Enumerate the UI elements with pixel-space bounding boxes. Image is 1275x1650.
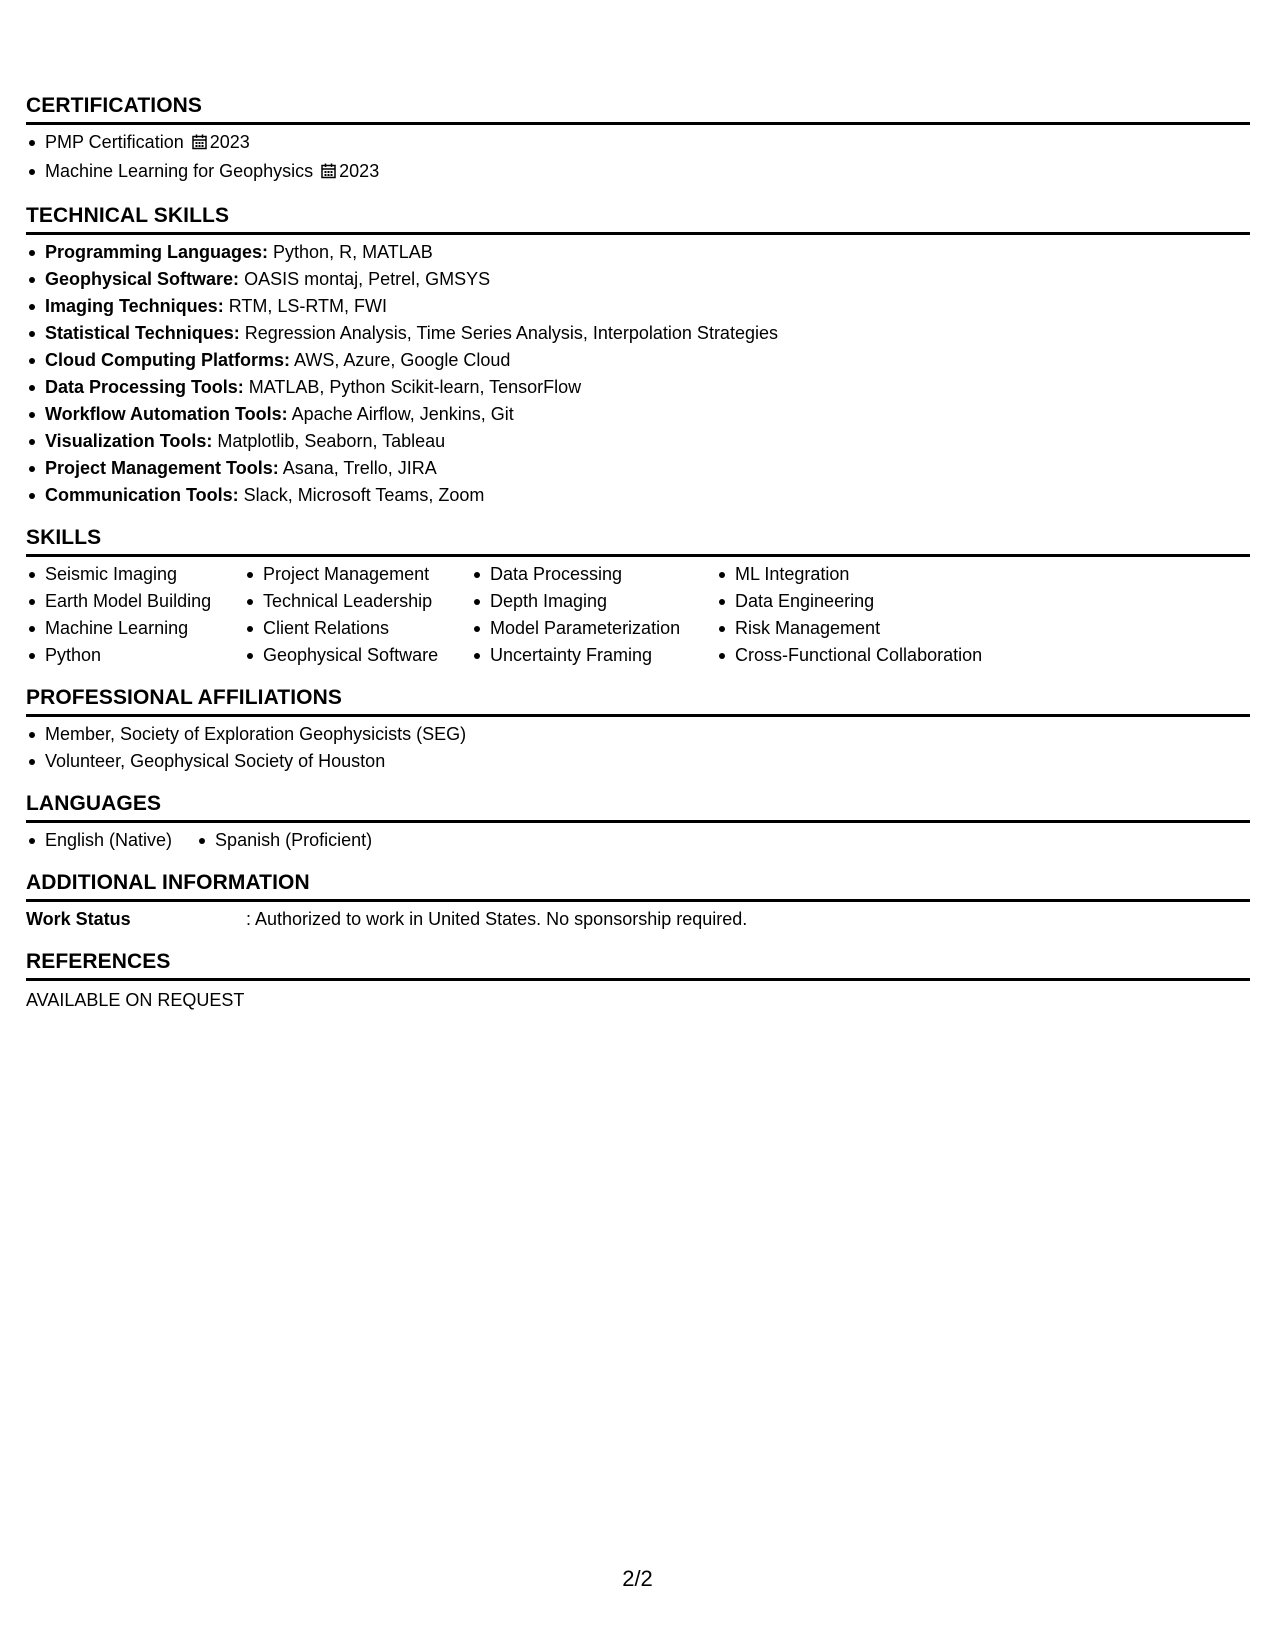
list-item (26, 374, 1250, 401)
references-section (26, 949, 1250, 1014)
skills-column (716, 561, 1016, 669)
list-item (26, 428, 1250, 455)
technical-skills-heading: TECHNICAL SKILLS (26, 203, 1250, 235)
list-item: Spanish (Proficient) (196, 827, 372, 854)
certification-date (192, 132, 250, 152)
skill-category-value: Regression Analysis, Time Series Analysis, Interpolation Strategies (239, 323, 778, 343)
list-item (26, 266, 1250, 293)
skill-category-value: Slack, Microsoft Teams, Zoom (238, 485, 485, 505)
list-item (26, 293, 1250, 320)
list-item: Data Engineering (716, 588, 1016, 615)
list-item: Machine Learning (26, 615, 244, 642)
work-status-label: Work Status (26, 909, 131, 929)
list-item: Cross-Functional Collaboration (716, 642, 1016, 669)
skill-category-value: Asana, Trello, JIRA (278, 458, 437, 478)
certification-date (321, 161, 379, 181)
list-item (26, 455, 1250, 482)
list-item: Member, Society of Exploration Geophysicists (SEG) (26, 721, 1250, 748)
languages-section (26, 791, 1250, 854)
skill-category-label: Visualization Tools: (45, 431, 213, 451)
technical-skills-list (26, 239, 1250, 509)
list-item (26, 239, 1250, 266)
list-item: Seismic Imaging (26, 561, 244, 588)
list-item (26, 129, 1250, 158)
languages-list (26, 827, 1250, 854)
skill-category-label: Imaging Techniques: (45, 296, 224, 316)
references-heading: REFERENCES (26, 949, 1250, 981)
list-item: Depth Imaging (471, 588, 716, 615)
skill-category-label: Communication Tools: (45, 485, 239, 505)
list-item: Earth Model Building (26, 588, 244, 615)
list-item (26, 320, 1250, 347)
certifications-section (26, 93, 1250, 187)
skills-column (244, 561, 471, 669)
skill-category-label: Data Processing Tools: (45, 377, 244, 397)
certification-year: 2023 (209, 132, 250, 152)
certifications-list (26, 129, 1250, 187)
list-item: Technical Leadership (244, 588, 471, 615)
list-item (26, 401, 1250, 428)
skill-category-value: Python, R, MATLAB (268, 242, 433, 262)
skill-category-label: Workflow Automation Tools: (45, 404, 288, 424)
calendar-icon (192, 131, 207, 158)
calendar-icon (321, 160, 336, 187)
list-item: Data Processing (471, 561, 716, 588)
affiliations-section (26, 685, 1250, 775)
list-item (26, 482, 1250, 509)
affiliations-list (26, 721, 1250, 775)
skill-category-value: MATLAB, Python Scikit-learn, TensorFlow (243, 377, 582, 397)
skill-category-label: Geophysical Software: (45, 269, 240, 289)
certification-name: PMP Certification (45, 132, 184, 152)
additional-info-section (26, 870, 1250, 933)
certifications-heading: CERTIFICATIONS (26, 93, 1250, 125)
certification-year: 2023 (339, 161, 380, 181)
work-status-row (26, 906, 1250, 933)
skill-category-label: Cloud Computing Platforms: (45, 350, 290, 370)
list-item: English (Native) (26, 827, 172, 854)
list-item (26, 347, 1250, 374)
list-item: Volunteer, Geophysical Society of Houston (26, 748, 1250, 775)
skills-heading: SKILLS (26, 525, 1250, 557)
resume-page (26, 93, 1250, 1014)
affiliations-heading: PROFESSIONAL AFFILIATIONS (26, 685, 1250, 717)
list-item: Project Management (244, 561, 471, 588)
technical-skills-section (26, 203, 1250, 509)
skill-category-value: Apache Airflow, Jenkins, Git (287, 404, 514, 424)
skill-category-label: Statistical Techniques: (45, 323, 240, 343)
page-number: 2/2 (622, 1566, 653, 1591)
references-text: AVAILABLE ON REQUEST (26, 990, 245, 1010)
skill-category-value: Matplotlib, Seaborn, Tableau (212, 431, 446, 451)
list-item (26, 158, 1250, 187)
list-item: Model Parameterization (471, 615, 716, 642)
skill-category-value: RTM, LS-RTM, FWI (223, 296, 388, 316)
list-item: Risk Management (716, 615, 1016, 642)
skill-category-label: Programming Languages: (45, 242, 269, 262)
skills-column (471, 561, 716, 669)
work-status-value: : Authorized to work in United States. No sponsorship required. (246, 909, 748, 929)
list-item: Uncertainty Framing (471, 642, 716, 669)
certification-name: Machine Learning for Geophysics (45, 161, 314, 181)
skill-category-value: OASIS montaj, Petrel, GMSYS (239, 269, 491, 289)
list-item: Geophysical Software (244, 642, 471, 669)
skill-category-value: AWS, Azure, Google Cloud (289, 350, 511, 370)
skills-column (26, 561, 244, 669)
list-item: Python (26, 642, 244, 669)
additional-info-heading: ADDITIONAL INFORMATION (26, 870, 1250, 902)
skills-grid (26, 561, 1250, 669)
skills-section (26, 525, 1250, 669)
skill-category-label: Project Management Tools: (45, 458, 279, 478)
list-item: Client Relations (244, 615, 471, 642)
list-item: ML Integration (716, 561, 1016, 588)
languages-heading: LANGUAGES (26, 791, 1250, 823)
